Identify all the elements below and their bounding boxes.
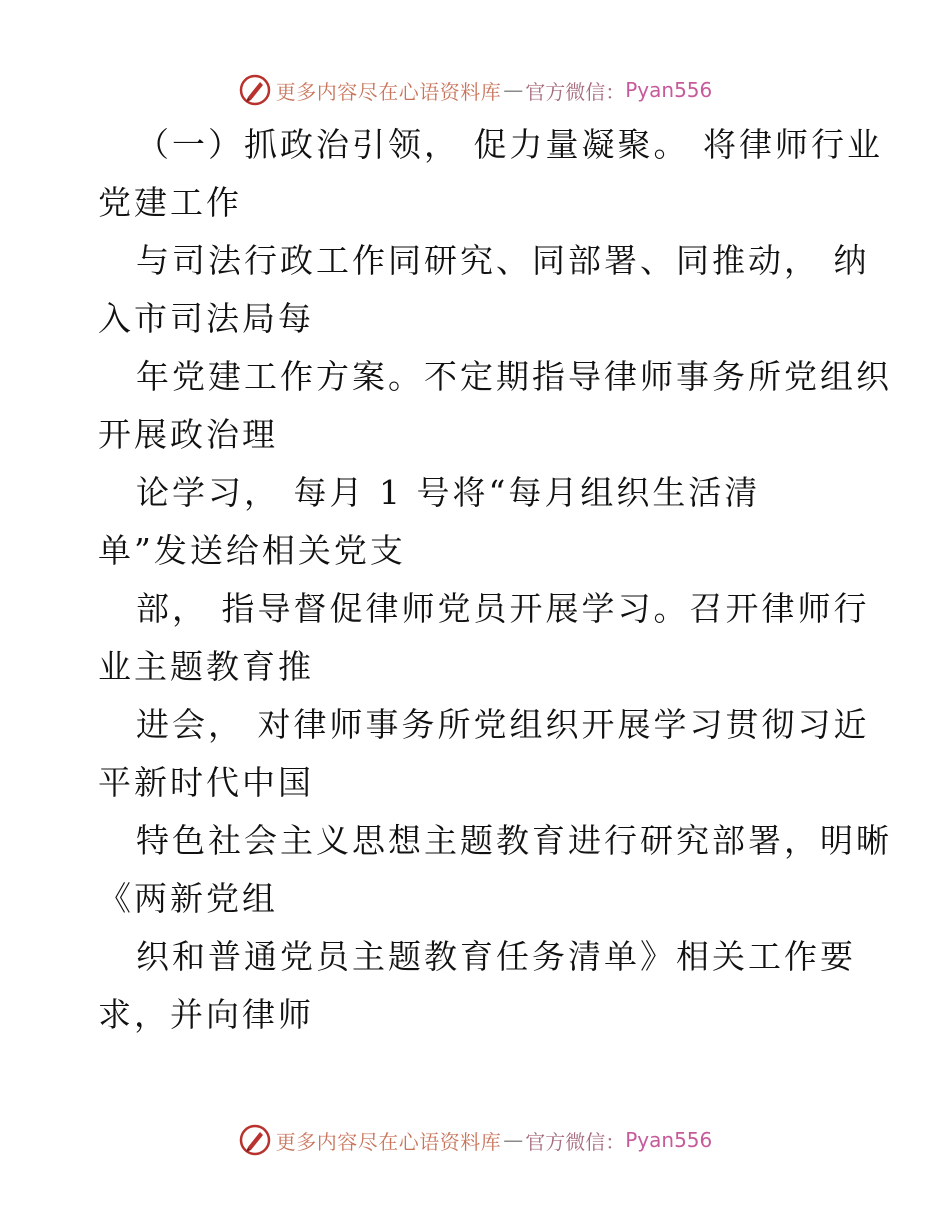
text-line: 业主题教育推 <box>98 647 314 686</box>
document-body <box>98 116 892 1044</box>
text-line: 《两新党组 <box>98 879 278 918</box>
text-line: 年党建工作方案。不定期指导律师事务所党组织 <box>136 357 892 396</box>
footer-separator: — <box>503 1128 524 1152</box>
footer-banner <box>0 1120 950 1160</box>
text-line: 党建工作 <box>98 183 242 222</box>
footer-wechat-label: 官方微信： <box>525 1129 626 1154</box>
header-wechat-id: Pyan556 <box>625 78 713 102</box>
text-line: （一）抓政治引领， 促力量凝聚。 将律师行业 <box>136 125 883 164</box>
text-line: 平新时代中国 <box>98 763 314 802</box>
text-line: 单”发送给相关党支 <box>98 531 406 570</box>
text-line: 入市司法局每 <box>98 299 314 338</box>
text-line: 织和普通党员主题教育任务清单》相关工作要 <box>136 937 856 976</box>
text-line: 求，并向律师 <box>98 995 314 1034</box>
header-wechat-label: 官方微信： <box>525 79 626 104</box>
header-separator: — <box>503 78 524 102</box>
pen-logo-icon <box>238 1123 272 1157</box>
text-line: 论学习， 每月 1 号将“每月组织生活清 <box>136 473 761 512</box>
header-text: 更多内容尽在心语资料库 <box>275 79 502 104</box>
text-line: 与司法行政工作同研究、同部署、同推动， 纳 <box>136 241 870 280</box>
text-line: 开展政治理 <box>98 415 278 454</box>
text-line: 特色社会主义思想主题教育进行研究部署，明晰 <box>136 821 892 860</box>
pen-logo-icon <box>238 73 272 107</box>
header-banner <box>0 70 950 110</box>
text-line: 部， 指导督促律师党员开展学习。召开律师行 <box>136 589 870 628</box>
text-line: 进会， 对律师事务所党组织开展学习贯彻习近 <box>136 705 870 744</box>
footer-wechat-id: Pyan556 <box>625 1128 713 1152</box>
footer-text: 更多内容尽在心语资料库 <box>275 1129 502 1154</box>
